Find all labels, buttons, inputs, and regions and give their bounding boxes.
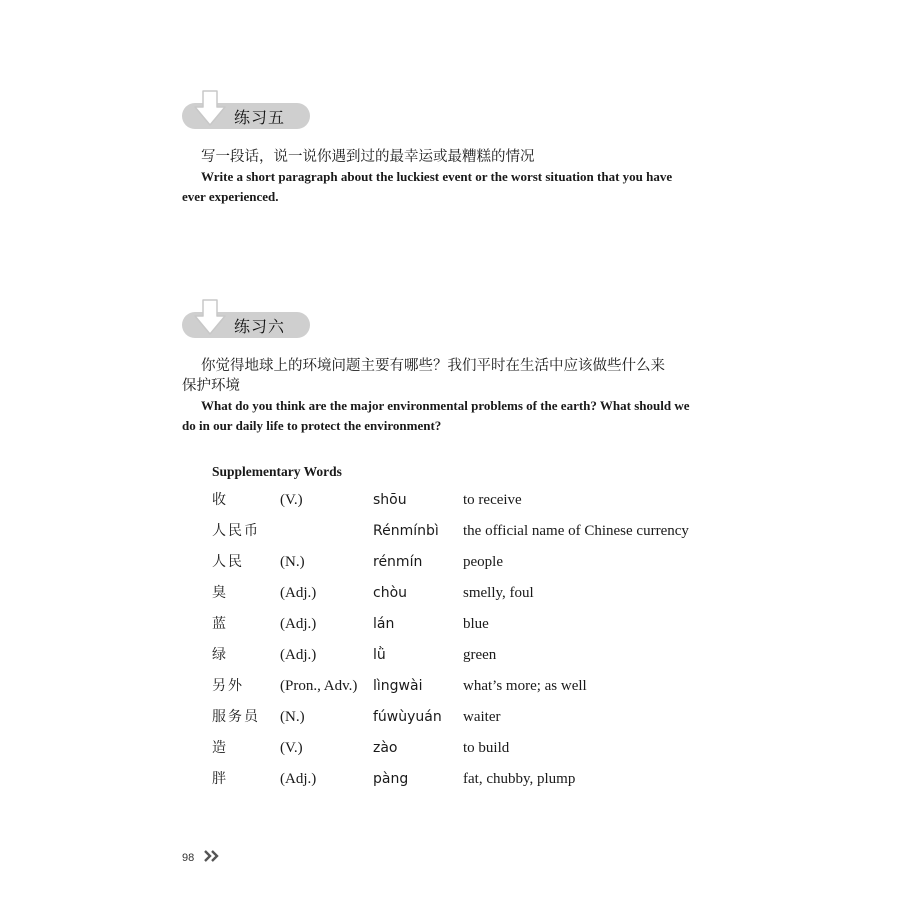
vocab-definition: to build [463,740,510,756]
exercise-6-prompt-cn-line1: 你觉得地球上的环境问题主要有哪些？我们平时在生活中应该做些什么来 [201,358,665,374]
vocab-pinyin: lǜ [373,647,386,663]
page-footer [182,848,194,866]
vocab-row [0,519,900,543]
down-arrow-icon [192,89,228,129]
exercise-5-prompt-cn: 写一段话，说一说你遇到过的最幸运或最糟糕的情况 [201,149,535,165]
vocab-definition: to receive [463,492,522,508]
exercise-5-prompt-en-line1: Write a short paragraph about the luckiest event or the worst situation that you have [201,169,673,184]
vocab-pinyin: fúwùyuán [373,709,442,725]
vocab-row [0,550,900,574]
vocab-row [0,581,900,605]
exercise-6-prompt-en-line1: What do you think are the major environmental problems of the earth? What should we [201,398,690,413]
vocab-character: 另外 [212,678,244,694]
vocab-character: 人民币 [212,523,260,539]
vocab-character: 造 [212,740,228,756]
exercise-6-label: 练习六 [234,317,286,336]
vocab-part-of-speech: (Adj.) [280,585,317,601]
vocab-pinyin: pàng [373,771,409,787]
vocab-definition: smelly, foul [463,585,534,601]
vocab-pinyin: zào [373,740,398,756]
vocab-row [0,612,900,636]
vocab-definition: people [463,554,503,570]
vocab-character: 收 [212,492,228,508]
vocab-definition: waiter [463,709,501,725]
vocab-definition: the official name of Chinese currency [463,523,689,539]
vocab-part-of-speech: (Pron., Adv.) [280,678,358,694]
vocab-pinyin: shōu [373,492,407,508]
vocab-part-of-speech: (Adj.) [280,647,317,663]
vocab-definition: green [463,647,497,663]
vocab-pinyin: rénmín [373,554,423,570]
vocab-part-of-speech: (Adj.) [280,616,317,632]
vocab-definition: what’s more; as well [463,678,587,694]
vocab-part-of-speech: (N.) [280,709,305,725]
vocab-character: 人民 [212,554,244,570]
double-chevron-right-icon [204,850,222,862]
down-arrow-icon [192,298,228,338]
vocab-pinyin: chòu [373,585,408,601]
exercise-6-prompt-cn-line2: 保护环境 [182,378,240,394]
vocab-part-of-speech: (Adj.) [280,771,317,787]
vocab-row [0,488,900,512]
exercise-5-label: 练习五 [234,108,286,127]
vocab-pinyin: Rénmínbì [373,523,439,539]
exercise-6-header [182,312,310,338]
vocab-pinyin: lìngwài [373,678,423,694]
exercise-5-header [182,103,310,129]
exercise-5-prompt-en-line2: ever experienced. [182,189,279,204]
vocab-row [0,643,900,667]
vocab-row [0,674,900,698]
vocab-pinyin: lán [373,616,395,632]
vocab-row [0,705,900,729]
vocab-part-of-speech: (V.) [280,492,303,508]
vocab-character: 胖 [212,771,228,787]
vocab-character: 臭 [212,585,228,601]
vocab-character: 蓝 [212,616,228,632]
vocab-part-of-speech: (V.) [280,740,303,756]
vocab-definition: blue [463,616,489,632]
vocab-character: 绿 [212,647,228,663]
vocab-row [0,736,900,760]
vocab-character: 服务员 [212,709,260,725]
exercise-6-prompt-en-line2: do in our daily life to protect the environment? [182,418,442,433]
vocab-part-of-speech: (N.) [280,554,305,570]
page-number: 98 [182,852,195,864]
supplementary-words-title: Supplementary Words [212,464,342,479]
vocab-row [0,767,900,791]
vocab-definition: fat, chubby, plump [463,771,576,787]
